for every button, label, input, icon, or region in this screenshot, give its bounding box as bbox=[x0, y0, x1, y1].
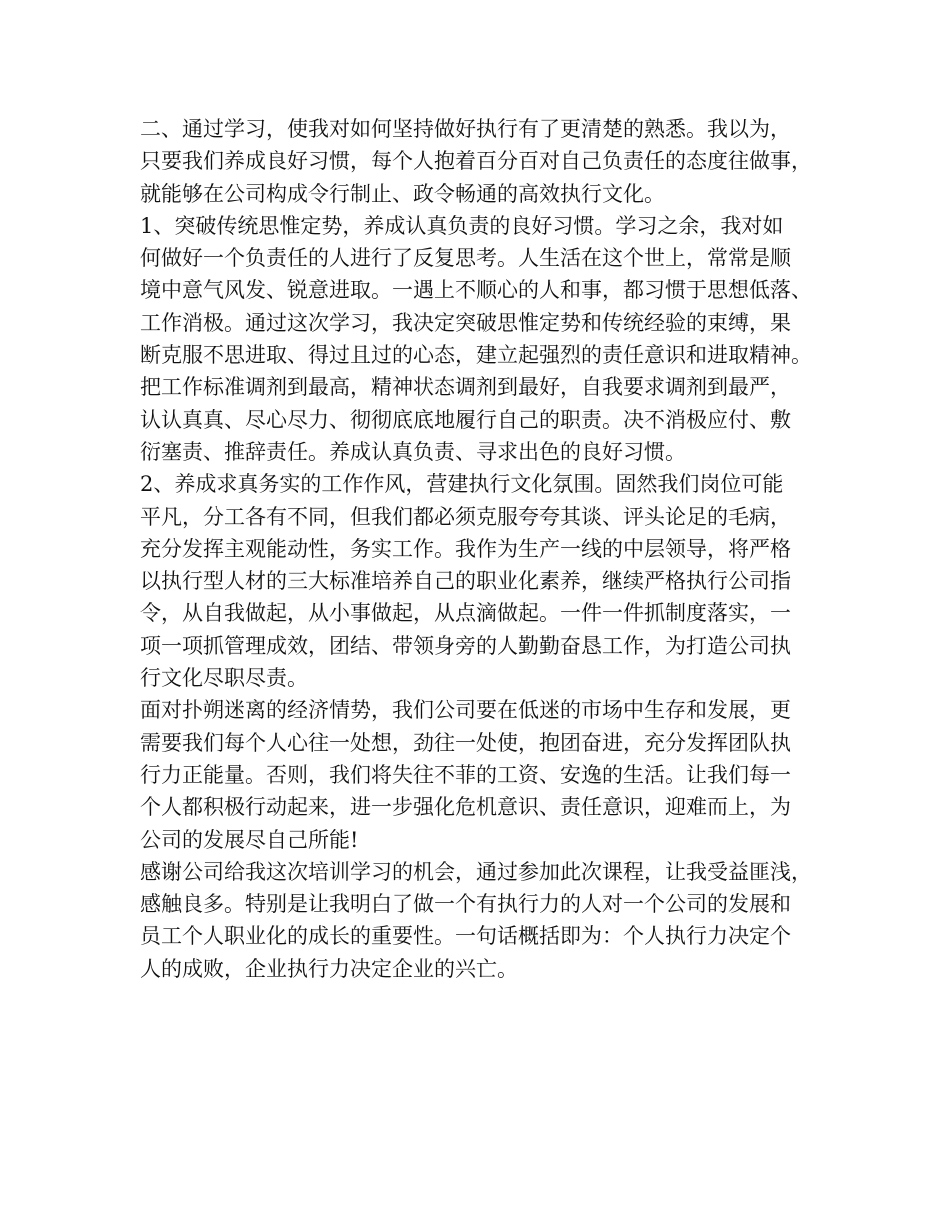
text-line: 衍塞责、推辞责任。养成认真负责、寻求出色的良好习惯。 bbox=[140, 439, 686, 464]
text-line: 把工作标准调剂到最高，精神状态调剂到最好，自我要求调剂到最严， bbox=[140, 375, 791, 400]
text-line: 令，从自我做起，从小事做起，从点滴做起。一件一件抓制度落实，一 bbox=[140, 601, 791, 626]
text-line: 行文化尽职尽责。 bbox=[140, 666, 308, 691]
text-line: 需要我们每个人心往一处想，劲往一处使，抱团奋进，充分发挥团队执 bbox=[140, 730, 791, 755]
text-line: 行力正能量。否则，我们将失往不菲的工资、安逸的生活。让我们每一 bbox=[140, 762, 791, 787]
text-line: 公司的发展尽自己所能! bbox=[140, 827, 359, 852]
text-line: 平凡，分工各有不同，但我们都必须克服夸夸其谈、评头论足的毛病， bbox=[140, 504, 791, 529]
text-line: 充分发挥主观能动性，务实工作。我作为生产一线的中层领导，将严格 bbox=[140, 536, 791, 561]
text-line: 员工个人职业化的成长的重要性。一句话概括即为：个人执行力决定个 bbox=[140, 924, 791, 949]
text-line: 个人都积极行动起来，进一步强化危机意识、责任意识，迎难而上，为 bbox=[140, 795, 791, 820]
text-line: 只要我们养成良好习惯，每个人抱着百分百对自己负责任的态度往做事， bbox=[140, 149, 812, 174]
text-line: 人的成败，企业执行力决定企业的兴亡。 bbox=[140, 956, 518, 981]
text-line: 以执行型人材的三大标准培养自己的职业化素养，继续严格执行公司指 bbox=[140, 569, 791, 594]
text-line: 1、突破传统思惟定势，养成认真负责的良好习惯。学习之余，我对如 bbox=[140, 213, 784, 238]
text-line: 二、通过学习，使我对如何坚持做好执行有了更清楚的熟悉。我以为， bbox=[140, 117, 791, 141]
document-body bbox=[140, 113, 830, 985]
text-line: 面对扑朔迷离的经济情势，我们公司要在低迷的市场中生存和发展，更 bbox=[140, 698, 791, 723]
text-line: 境中意气风发、锐意进取。一遇上不顺心的人和事，都习惯于思想低落、 bbox=[140, 278, 812, 303]
text-line: 就能够在公司构成令行制止、政令畅通的高效执行文化。 bbox=[140, 181, 665, 206]
text-line: 断克服不思进取、得过且过的心态，建立起强烈的责任意识和进取精神。 bbox=[140, 343, 812, 368]
text-line: 2、养成求真务实的工作作风，营建执行文化氛围。固然我们岗位可能 bbox=[140, 472, 784, 497]
text-line: 感触良多。特别是让我明白了做一个有执行力的人对一个公司的发展和 bbox=[140, 892, 791, 917]
text-line: 项一项抓管理成效，团结、带领身旁的人勤勤奋恳工作，为打造公司执 bbox=[140, 633, 791, 658]
text-line: 工作消极。通过这次学习，我决定突破思惟定势和传统经验的束缚，果 bbox=[140, 310, 791, 335]
text-line: 认认真真、尽心尽力、彻彻底底地履行自己的职责。决不消极应付、敷 bbox=[140, 407, 791, 432]
text-line: 感谢公司给我这次培训学习的机会，通过参加此次课程，让我受益匪浅， bbox=[140, 859, 812, 884]
text-line: 何做好一个负责任的人进行了反复思考。人生活在这个世上，常常是顺 bbox=[140, 246, 791, 271]
